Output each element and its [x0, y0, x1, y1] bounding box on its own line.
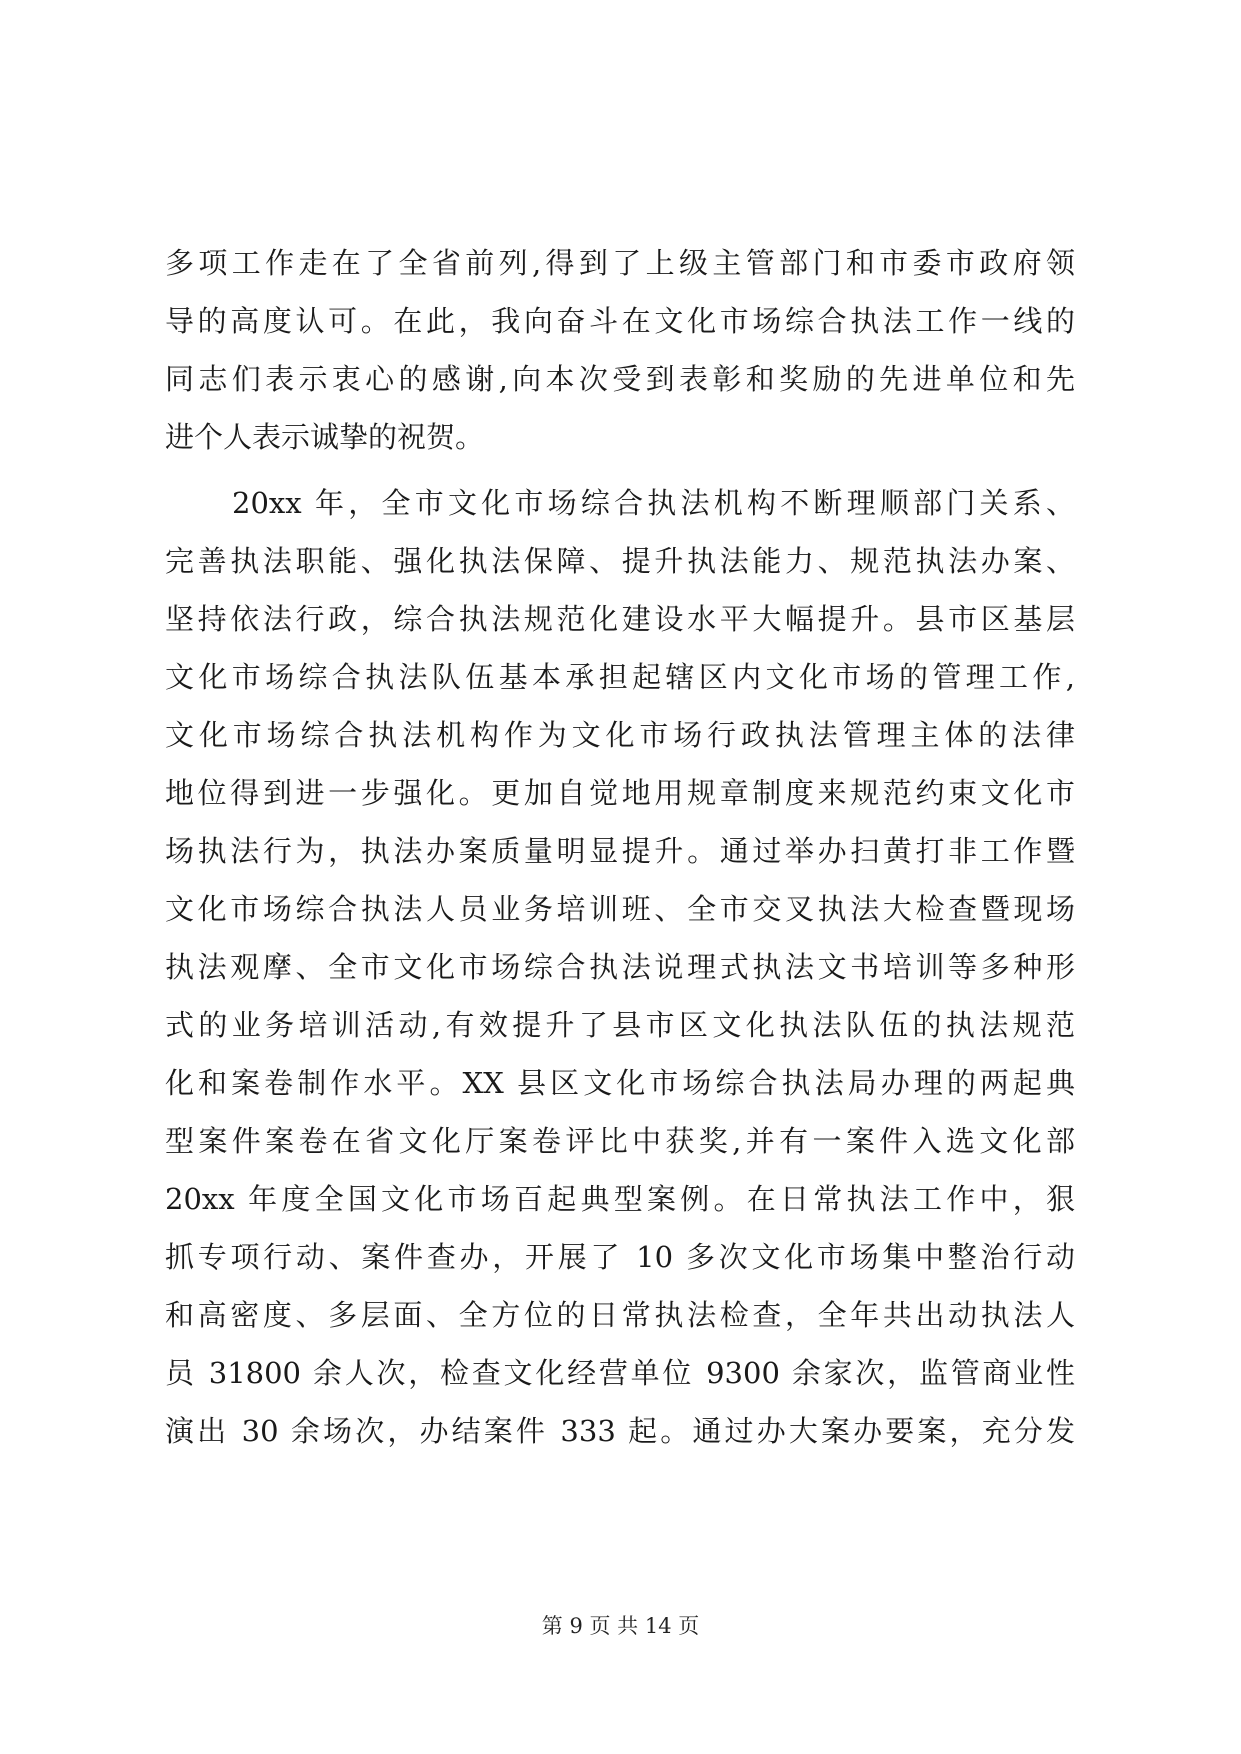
text-line: 进个人表示诚挚的祝贺。 [165, 420, 485, 454]
text-line: 地位得到进一步强化。更加自觉地用规章制度来规范约束文化市 [165, 776, 1075, 810]
text-line: 文化市场综合执法机构作为文化市场行政执法管理主体的法律 [165, 718, 1075, 752]
text-line: 20xx 年度全国文化市场百起典型案例。在日常执法工作中，狠 [165, 1182, 1075, 1216]
text-line: 演出 30 余场次，办结案件 333 起。通过办大案办要案，充分发 [165, 1414, 1075, 1448]
text-line: 型案件案卷在省文化厅案卷评比中获奖,并有一案件入选文化部 [165, 1124, 1075, 1158]
page-number-footer: 第 9 页 共 14 页 [541, 1614, 700, 1638]
text-line: 同志们表示衷心的感谢,向本次受到表彰和奖励的先进单位和先 [165, 362, 1075, 396]
text-line: 员 31800 余人次，检查文化经营单位 9300 余家次，监管商业性 [165, 1356, 1075, 1390]
text-line: 文化市场综合执法队伍基本承担起辖区内文化市场的管理工作, [165, 660, 1075, 694]
document-body [165, 234, 1075, 1460]
text-line: 坚持依法行政，综合执法规范化建设水平大幅提升。县市区基层 [165, 602, 1075, 636]
text-line: 执法观摩、全市文化市场综合执法说理式执法文书培训等多种形 [165, 950, 1075, 984]
text-line: 多项工作走在了全省前列,得到了上级主管部门和市委市政府领 [165, 246, 1075, 280]
text-line: 和高密度、多层面、全方位的日常执法检查，全年共出动执法人 [165, 1298, 1075, 1332]
text-line: 文化市场综合执法人员业务培训班、全市交叉执法大检查暨现场 [165, 892, 1075, 926]
paragraph-2 [165, 474, 1075, 1460]
paragraph-1 [165, 234, 1075, 466]
text-line: 场执法行为，执法办案质量明显提升。通过举办扫黄打非工作暨 [165, 834, 1075, 868]
text-line: 完善执法职能、强化执法保障、提升执法能力、规范执法办案、 [165, 544, 1075, 578]
text-line: 抓专项行动、案件查办，开展了 10 多次文化市场集中整治行动 [165, 1240, 1075, 1274]
text-line: 化和案卷制作水平。XX 县区文化市场综合执法局办理的两起典 [165, 1066, 1075, 1100]
text-line: 20xx 年，全市文化市场综合执法机构不断理顺部门关系、 [232, 486, 1075, 520]
text-line: 式的业务培训活动,有效提升了县市区文化执法队伍的执法规范 [165, 1008, 1075, 1042]
text-line: 导的高度认可。在此，我向奋斗在文化市场综合执法工作一线的 [165, 304, 1075, 338]
